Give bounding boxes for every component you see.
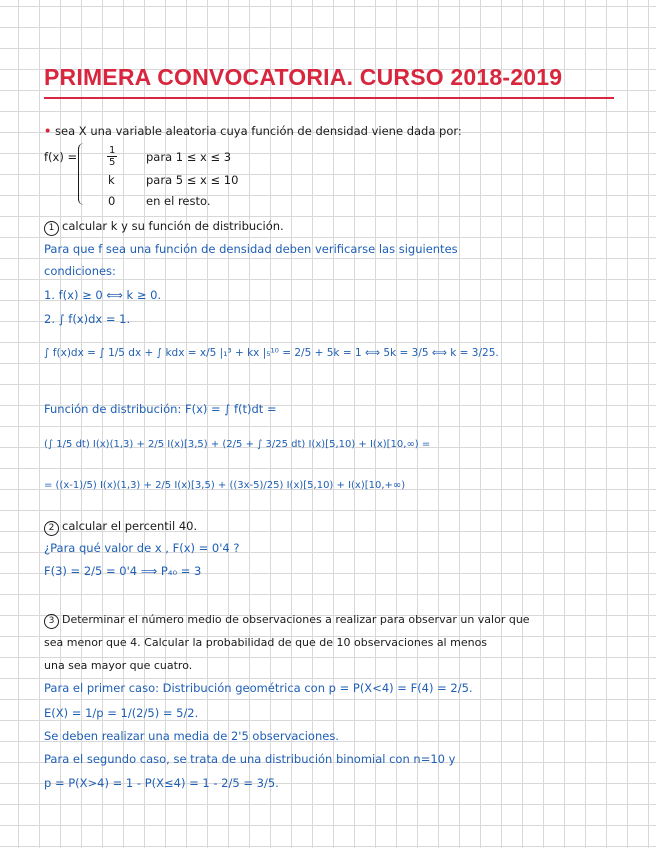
q1-number-badge: 1 bbox=[44, 221, 59, 236]
q3-number-badge: 3 bbox=[44, 614, 59, 629]
q3-answer-line-4: Para el segundo caso, se trata de una distribución binomial con n=10 y bbox=[44, 752, 456, 766]
q1-distribution-line-1: (∫ 1/5 dt) I(x)(1,3) + 2/5 I(x)[3,5) + (2/5 + ∫ 3/25 dt) I(x)[5,10) + I(x)[10,∞) = bbox=[44, 439, 431, 450]
title-underline bbox=[44, 97, 614, 99]
q1-condition-1: 1. f(x) ≥ 0 ⟺ k ≥ 0. bbox=[44, 288, 162, 302]
q3-answer-line-5: p = P(X>4) = 1 - P(X≤4) = 1 - 2/5 = 3/5. bbox=[44, 776, 279, 790]
density-case-1-value: $\frac{1}{5}$ bbox=[109, 145, 116, 168]
q1-integral-calculation: ∫ f(x)dx = ∫ 1/5 dx + ∫ kdx = x/5 |₁³ + kx |₅¹⁰ = 2/5 + 5k = 1 ⟺ 5k = 3/5 ⟺ k = 3/25. bbox=[44, 347, 499, 359]
intro-text: sea X una variable aleatoria cuya función de densidad viene dada por: bbox=[55, 124, 462, 138]
q2-number-badge: 2 bbox=[44, 521, 59, 536]
q3-answer-line-1: Para el primer caso: Distribución geométrica con p = P(X<4) = F(4) = 2/5. bbox=[44, 681, 473, 695]
q1-distribution-title: Función de distribución: F(x) = ∫ f(t)dt = bbox=[44, 402, 277, 416]
q1-distribution-line-2: = ((x-1)/5) I(x)(1,3) + 2/5 I(x)[3,5) + ((3x-5)/25) I(x)[5,10) + I(x)[10,+∞) bbox=[44, 480, 406, 491]
q1-heading bbox=[44, 219, 284, 236]
q3-heading-line-2: sea menor que 4. Calcular la probabilidad de que de 10 observaciones al menos bbox=[44, 636, 488, 649]
density-case-2-value: k bbox=[108, 173, 115, 187]
bullet-icon: • bbox=[44, 124, 52, 138]
q2-answer-line-1: ¿Para qué valor de x , F(x) = 0'4 ? bbox=[44, 541, 240, 555]
q3-heading-line-3: una sea mayor que cuatro. bbox=[44, 659, 193, 672]
q3-answer-line-3: Se deben realizar una media de 2'5 observaciones. bbox=[44, 729, 339, 743]
q1-answer-line-1: Para que f sea una función de densidad deben verificarse las siguientes bbox=[44, 242, 458, 256]
page-title: PRIMERA CONVOCATORIA. CURSO 2018-2019 bbox=[44, 64, 563, 90]
q1-condition-2: 2. ∫ f(x)dx = 1. bbox=[44, 312, 131, 326]
q1-answer-line-2: condiciones: bbox=[44, 264, 116, 278]
q2-heading bbox=[44, 519, 197, 536]
q3-answer-line-2: E(X) = 1/p = 1/(2/5) = 5/2. bbox=[44, 706, 199, 720]
density-brace bbox=[78, 143, 85, 205]
density-case-3-cond: en el resto. bbox=[146, 194, 211, 208]
density-case-1-cond: para 1 ≤ x ≤ 3 bbox=[146, 150, 232, 164]
q1-text: calcular k y su función de distribución. bbox=[62, 219, 284, 233]
density-case-3-value: 0 bbox=[108, 194, 116, 208]
q2-answer-line-2: F(3) = 2/5 = 0'4 ⟹ P₄₀ = 3 bbox=[44, 564, 202, 578]
q3-text-1: Determinar el número medio de observaciones a realizar para observar un valor que bbox=[62, 613, 530, 626]
density-case-2-cond: para 5 ≤ x ≤ 10 bbox=[146, 173, 239, 187]
intro-line bbox=[44, 124, 462, 139]
density-lhs: f(x) = bbox=[44, 150, 78, 164]
q2-text: calcular el percentil 40. bbox=[62, 519, 198, 533]
q3-heading-line-1 bbox=[44, 612, 530, 629]
